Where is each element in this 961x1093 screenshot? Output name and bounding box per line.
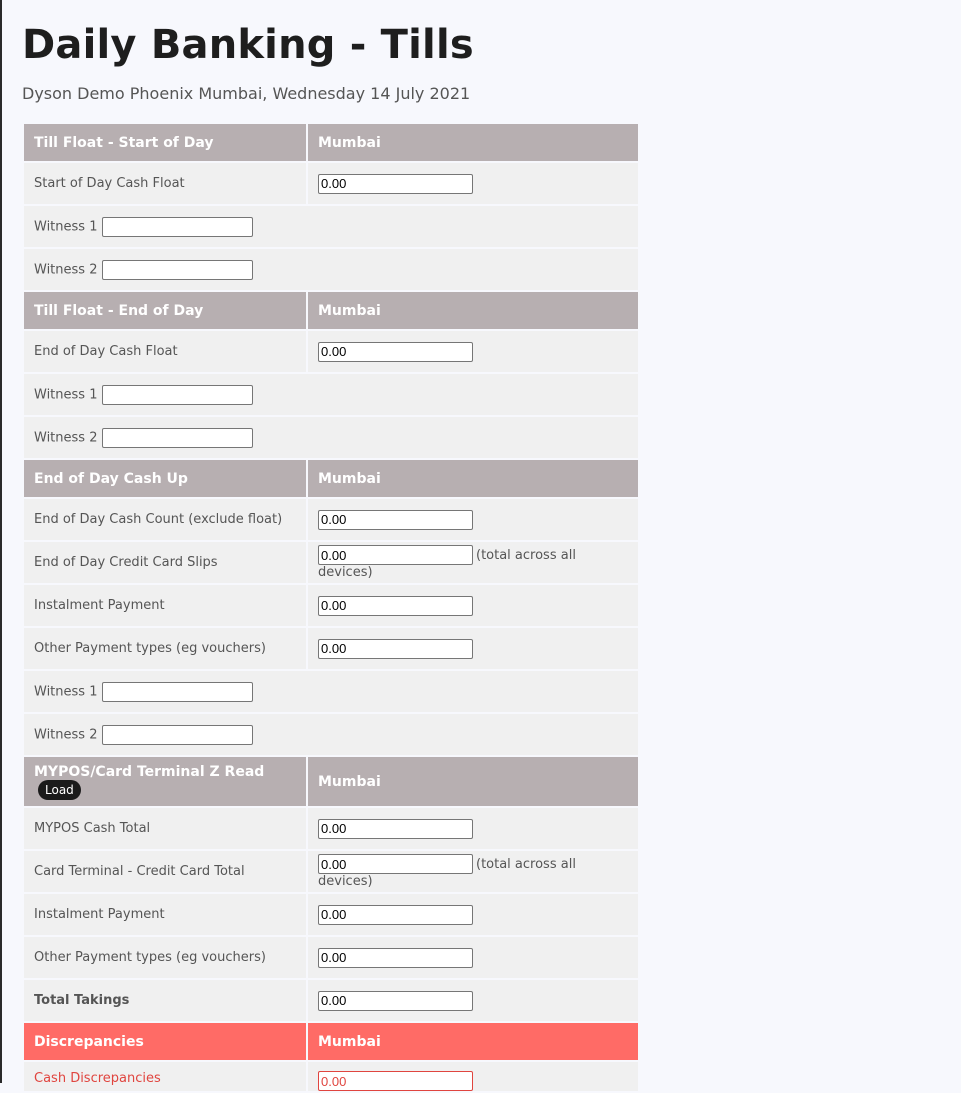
load-button[interactable]: Load [38, 780, 81, 800]
section-header-discrepancies [24, 1023, 638, 1060]
row-label: Total Takings [24, 980, 306, 1021]
row-value-cell [308, 499, 638, 540]
row-value-cell [308, 163, 638, 204]
table-row [24, 542, 638, 583]
table-row [24, 585, 638, 626]
section-title: Discrepancies [24, 1023, 306, 1060]
row-label: Start of Day Cash Float [24, 163, 306, 204]
z-read-instalment-input[interactable] [318, 905, 473, 925]
row-value-cell [308, 980, 638, 1021]
witness-cell [24, 417, 638, 458]
section-title: MYPOS/Card Terminal Z Read [34, 763, 265, 780]
page-subtitle: Dyson Demo Phoenix Mumbai, Wednesday 14 July 2021 [22, 84, 471, 103]
section-title: End of Day Cash Up [24, 460, 306, 497]
location-header: Mumbai [308, 757, 638, 806]
row-label: End of Day Cash Float [24, 331, 306, 372]
row-value-cell [308, 331, 638, 372]
section-header-till-float-start [24, 124, 638, 161]
row-label: End of Day Cash Count (exclude float) [24, 499, 306, 540]
row-value-cell [308, 894, 638, 935]
table-row [24, 331, 638, 372]
table-row [24, 980, 638, 1021]
witness-cell [24, 671, 638, 712]
location-header: Mumbai [308, 460, 638, 497]
row-value-cell [308, 585, 638, 626]
row-label: Other Payment types (eg vouchers) [24, 628, 306, 669]
total-takings-input[interactable] [318, 991, 473, 1011]
witness-label: Witness 2 [34, 262, 98, 277]
cash-up-witness1-input[interactable] [102, 682, 253, 702]
devices-note: (total across all devices) [318, 856, 576, 889]
table-row [24, 671, 638, 712]
end-witness1-input[interactable] [102, 385, 253, 405]
table-row [24, 851, 638, 892]
table-row [24, 499, 638, 540]
mypos-cash-total-input[interactable] [318, 819, 473, 839]
credit-card-slips-input[interactable] [318, 545, 473, 565]
witness-label: Witness 1 [34, 387, 98, 402]
page-title: Daily Banking - Tills [22, 22, 474, 68]
end-witness2-input[interactable] [102, 428, 253, 448]
table-row [24, 808, 638, 849]
row-label: End of Day Credit Card Slips [24, 542, 306, 583]
section-header-till-float-end [24, 292, 638, 329]
witness-label: Witness 1 [34, 684, 98, 699]
start-witness1-input[interactable] [102, 217, 253, 237]
table-row [24, 714, 638, 755]
page-container [22, 20, 952, 1093]
row-value-cell [308, 542, 638, 583]
row-label: Instalment Payment [24, 585, 306, 626]
table-row [24, 894, 638, 935]
cash-discrepancies-label: Cash Discrepancies [34, 1071, 161, 1086]
row-label [24, 1062, 306, 1091]
location-header: Mumbai [308, 124, 638, 161]
cash-up-witness2-input[interactable] [102, 725, 253, 745]
table-row [24, 206, 638, 247]
row-label: Card Terminal - Credit Card Total [24, 851, 306, 892]
cash-up-other-payments-input[interactable] [318, 639, 473, 659]
section-header-z-read [24, 757, 638, 806]
table-row [24, 249, 638, 290]
section-title: Till Float - End of Day [24, 292, 306, 329]
cash-count-input[interactable] [318, 510, 473, 530]
row-value-cell [308, 808, 638, 849]
row-label: MYPOS Cash Total [24, 808, 306, 849]
row-value-cell [308, 851, 638, 892]
start-witness2-input[interactable] [102, 260, 253, 280]
witness-cell [24, 714, 638, 755]
witness-cell [24, 249, 638, 290]
table-row [24, 1062, 638, 1091]
section-title-cell [24, 757, 306, 806]
table-row [24, 374, 638, 415]
row-value-cell [308, 937, 638, 978]
table-row [24, 417, 638, 458]
start-cash-float-input[interactable] [318, 174, 473, 194]
banking-table [22, 122, 640, 1093]
table-row [24, 628, 638, 669]
witness-label: Witness 2 [34, 727, 98, 742]
card-terminal-total-input[interactable] [318, 854, 473, 874]
cash-up-instalment-input[interactable] [318, 596, 473, 616]
row-value-cell [308, 628, 638, 669]
cash-discrepancies-input[interactable] [318, 1071, 473, 1091]
location-header: Mumbai [308, 1023, 638, 1060]
z-read-other-payments-input[interactable] [318, 948, 473, 968]
section-header-cash-up [24, 460, 638, 497]
row-value-cell [308, 1062, 638, 1091]
table-row [24, 937, 638, 978]
witness-label: Witness 1 [34, 219, 98, 234]
witness-cell [24, 374, 638, 415]
witness-label: Witness 2 [34, 430, 98, 445]
devices-note: (total across all devices) [318, 547, 576, 580]
row-label: Other Payment types (eg vouchers) [24, 937, 306, 978]
witness-cell [24, 206, 638, 247]
table-row [24, 163, 638, 204]
section-title: Till Float - Start of Day [24, 124, 306, 161]
location-header: Mumbai [308, 292, 638, 329]
end-cash-float-input[interactable] [318, 342, 473, 362]
row-label: Instalment Payment [24, 894, 306, 935]
window-left-border [0, 0, 2, 1083]
